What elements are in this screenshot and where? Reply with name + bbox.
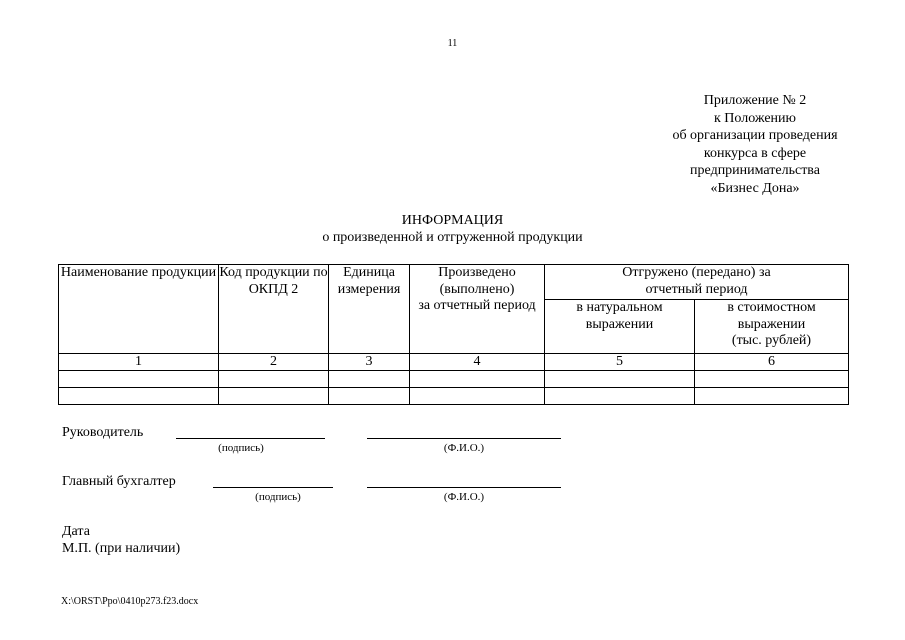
appendix-line: об организации проведения [672, 128, 838, 144]
file-path: X:\ORST\Ppo\0410p273.f23.docx [61, 596, 199, 607]
header-shipped-value: в стоимостном выражении (тыс. рублей) [695, 300, 849, 354]
column-number: 4 [410, 354, 545, 371]
head-signature-caption: (подпись) [218, 442, 264, 454]
header-shipped: Отгружено (передано) за отчетный период [545, 265, 849, 300]
title-subtitle: о произведенной и отгруженной продукции [322, 230, 583, 245]
appendix-line: «Бизнес Дона» [710, 180, 800, 196]
header-unit: Единица измерения [329, 265, 410, 354]
head-name-line[interactable] [367, 438, 561, 439]
table-cell[interactable] [410, 371, 545, 388]
title-main: ИНФОРМАЦИЯ [401, 213, 504, 228]
table-cell[interactable] [219, 371, 329, 388]
page-number: 11 [447, 38, 458, 49]
stamp-label: М.П. (при наличии) [62, 541, 181, 556]
appendix-note [600, 92, 905, 198]
table-cell[interactable] [329, 388, 410, 405]
column-number-row [59, 354, 849, 371]
column-number: 1 [59, 354, 219, 371]
head-name-caption: (Ф.И.О.) [443, 442, 485, 454]
accountant-name-caption: (Ф.И.О.) [443, 491, 485, 503]
head-label: Руководитель [62, 425, 144, 440]
production-table [58, 264, 849, 405]
column-number: 2 [219, 354, 329, 371]
accountant-signature-line[interactable] [213, 487, 333, 488]
table-row [59, 388, 849, 405]
table-cell[interactable] [329, 371, 410, 388]
header-product-name: Наименование продукции [59, 265, 219, 354]
table-cell[interactable] [59, 371, 219, 388]
accountant-signature-caption: (подпись) [255, 491, 301, 503]
table-cell[interactable] [59, 388, 219, 405]
appendix-line: предпринимательства [690, 163, 820, 179]
date-label: Дата [62, 524, 90, 539]
table-cell[interactable] [410, 388, 545, 405]
table-cell[interactable] [695, 371, 849, 388]
header-produced-top: Произведено (выполнено) [438, 265, 516, 297]
table-cell[interactable] [219, 388, 329, 405]
document-title [0, 212, 905, 246]
appendix-line: Приложение № 2 [703, 93, 807, 108]
appendix-line: к Положению [713, 110, 796, 126]
table-cell[interactable] [545, 371, 695, 388]
head-signature-line[interactable] [176, 438, 325, 439]
accountant-name-line[interactable] [367, 487, 561, 488]
header-produced-bottom: за отчетный период [418, 298, 536, 313]
table-cell[interactable] [545, 388, 695, 405]
column-number: 3 [329, 354, 410, 371]
appendix-line: конкурса в сфере [703, 145, 807, 161]
chief-accountant-label: Главный бухгалтер [62, 474, 176, 489]
table-cell[interactable] [695, 388, 849, 405]
header-okpd-code: Код продукции по ОКПД 2 [219, 265, 329, 354]
column-number: 6 [695, 354, 849, 371]
column-number: 5 [545, 354, 695, 371]
header-shipped-natural: в натуральном выражении [545, 300, 695, 354]
header-produced [410, 265, 545, 354]
table-row [59, 371, 849, 388]
